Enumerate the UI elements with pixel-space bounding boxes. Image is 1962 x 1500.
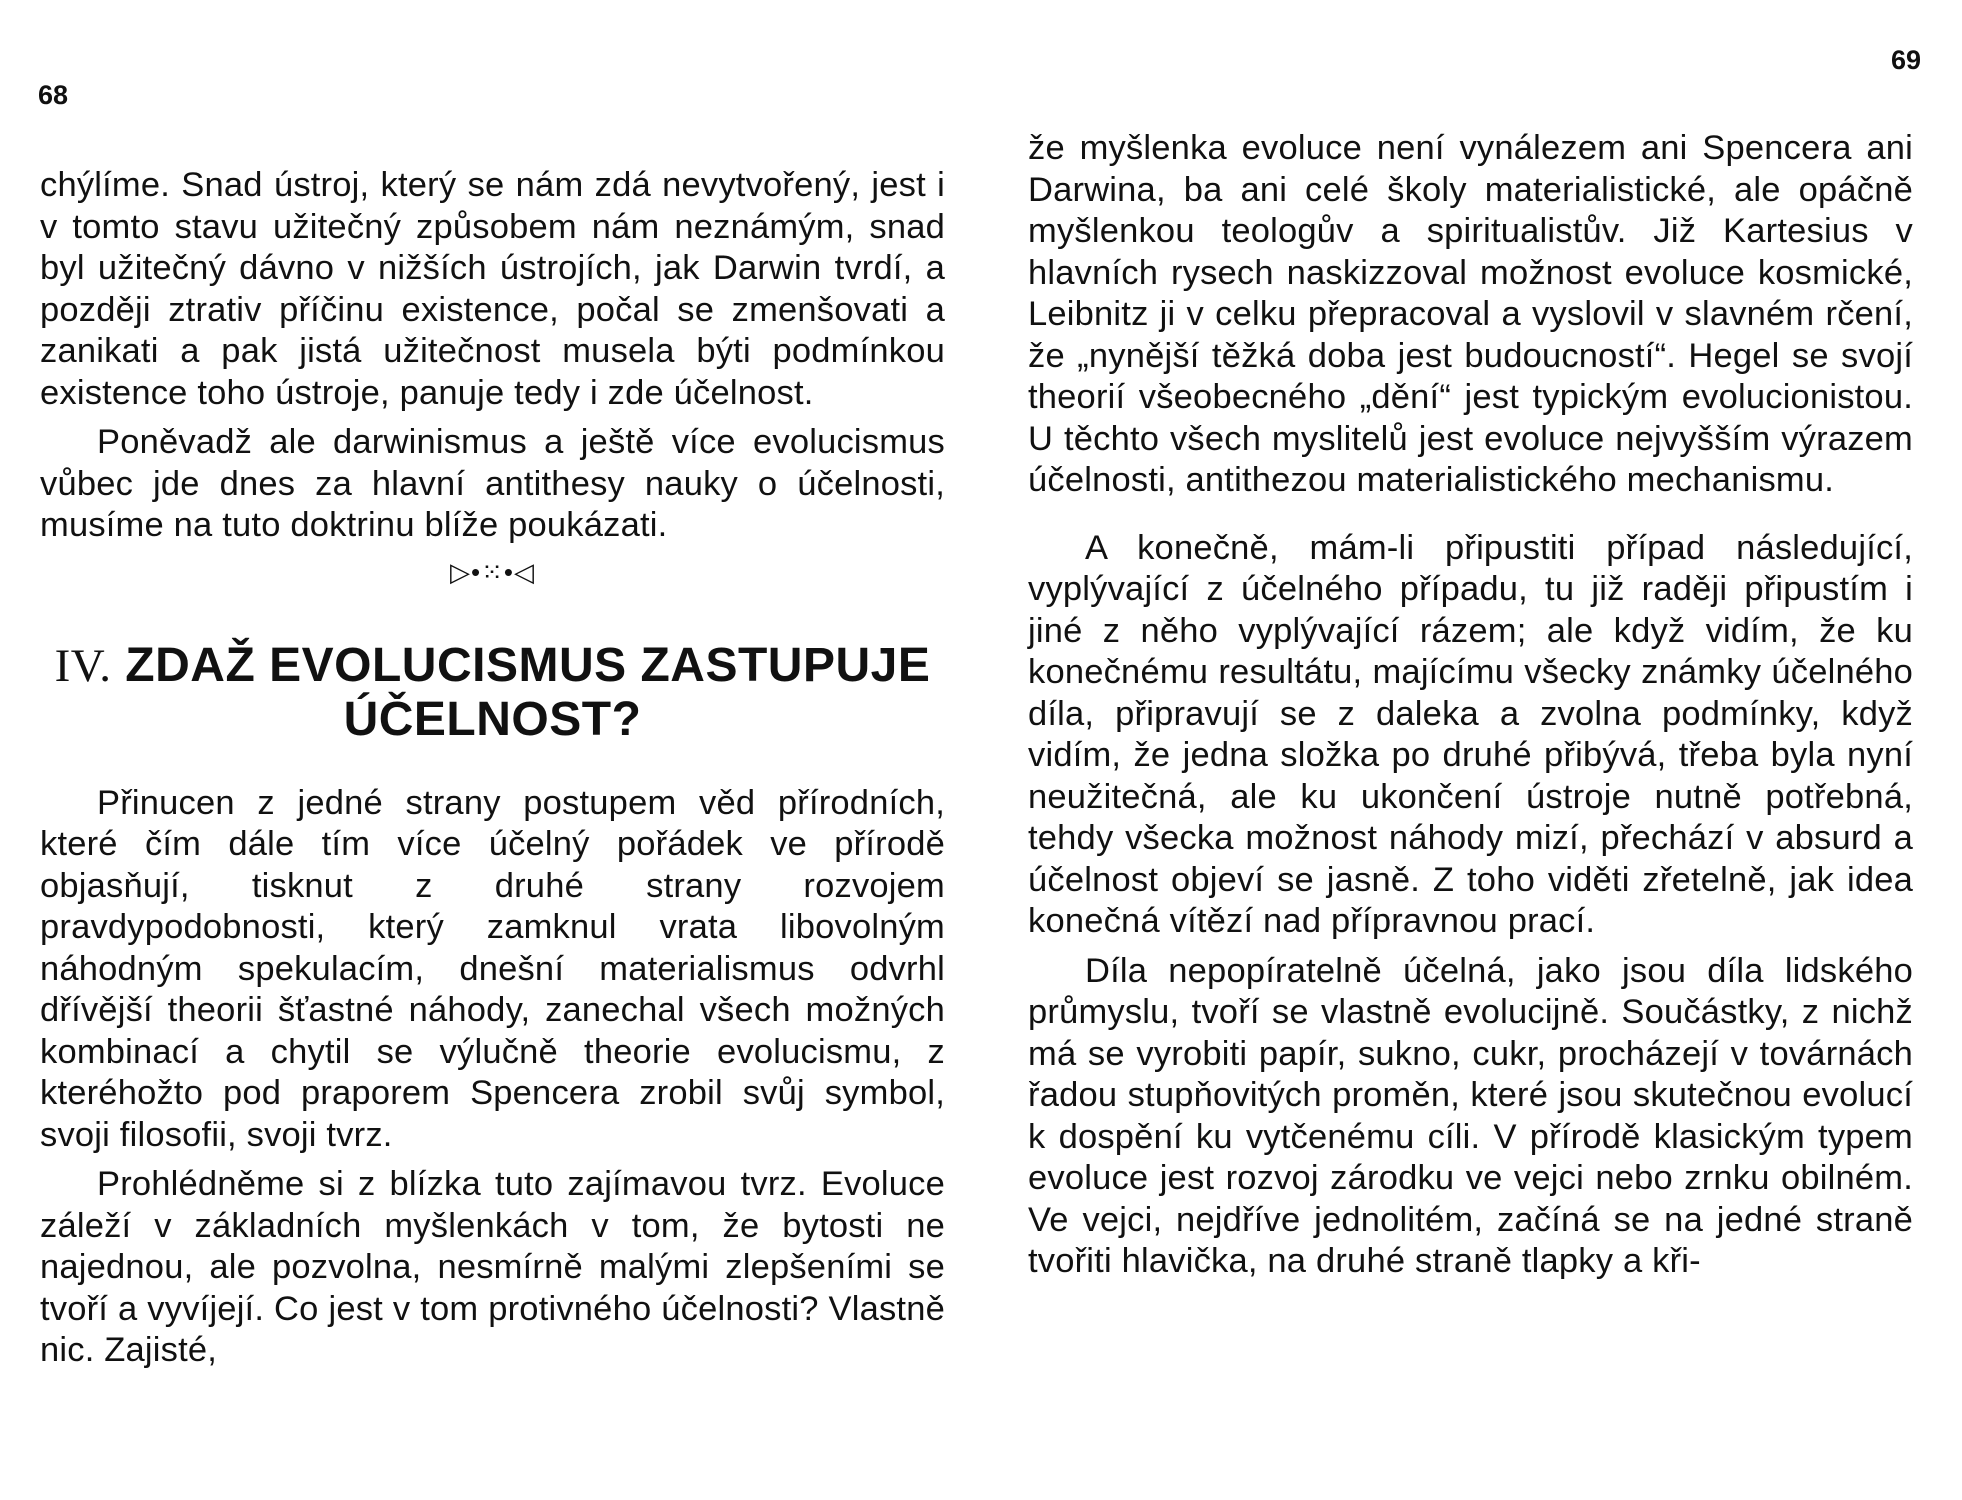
paragraph: že myšlenka evoluce není vynálezem ani Spencera ani Darwina, ba ani celé školy materialistické, ale opáčně myšlenkou teologův a spiritualistův. Již Kartesius v hlavních rysech naskizzoval možnost evoluce kosmické, Leibnitz ji v celku přepracoval a vyslovil v slavném rčení, že „nynější těžká doba jest budoucností“. Hegel se svojí theorií všeobecného „dění“ jest typickým evolucionistou. U těchto všech myslitelů jest evoluce nejvyšším výrazem účelnosti, antithezou materialistického mechanismu. (1028, 129, 1913, 499)
chapter-title: ZDAŽ EVOLUCISMUS ZASTUPUJE ÚČELNOST? (125, 638, 931, 746)
paragraph: Přinucen z jedné strany postupem věd přírodních, které čím dále tím více účelný pořádek ve přírodě objasňují, tisknut z druhé strany rozvojem pravdypodobnosti, který zamknul vrata libovolným náhodným spekulacím, dnešní materialismus odvrhl dřívější theorii šťastné náhody, zanechal všech možných kombinací a chytil se výlučně theorie evolucismu, z kteréhožto pod praporem Spencera zrobil svůj symbol, svoji filosofii, svoji tvrz. (40, 783, 945, 1154)
paragraph: Prohlédněme si z blízka tuto zajímavou tvrz. Evoluce záleží v základních myšlenkách v tom, že bytosti ne najednou, ale pozvolna, nesmírně malými zlepšeními se tvoří a vyvíjejí. Co jest v tom protivného účelnosti? Vlastně nic. Zajisté, (40, 1165, 945, 1369)
right-page (981, 0, 1962, 1500)
left-text-column (40, 165, 945, 1372)
page-number-right: 69 (1891, 45, 1922, 75)
page-number-left: 68 (38, 80, 69, 110)
paragraph: chýlíme. Snad ústroj, který se nám zdá nevytvořený, jest i v tomto stavu užitečný způsobem nám neznámým, snad byl užitečný dávno v nižších ústrojích, jak Darwin tvrdí, a později ztrativ příčinu existence, počal se zmenšovati a zanikati a pak jistá užitečnost musela býti podmínkou existence toho ústroje, panuje tedy i zde účelnost. (40, 166, 945, 412)
chapter-number: IV. (54, 639, 112, 692)
ornament-divider: ▷•⁙•◁ (450, 556, 535, 587)
paragraph: A konečně, mám-li připustiti případ následující, vyplývající z účelného případu, tu již raději připustím i jiné z něho vyplývající rázem; ale když vidím, že ku konečnému resultátu, majícímu všecky známky účelného díla, připravují se z daleka a zvolna podmínky, když vidím, že jedna složka po druhé přibývá, třeba byla nyní neužitečná, ale ku ukončení ústroje nutně potřebná, tehdy všecka možnost náhody mizí, přechází v absurd a účelnost objeví se jasně. Z toho viděti zřetelně, jak idea konečná vítězí nad přípravnou prací. (1028, 528, 1913, 940)
right-text-column (1028, 128, 1913, 1283)
chapter-heading (40, 639, 945, 747)
paragraph: Díla nepopíratelně účelná, jako jsou díla lidského průmyslu, tvoří se vlastně evolucijně. Součástky, z nichž má se vyrobiti papír, sukno, cukr, procházejí v továrnách řadou stupňovitých proměn, které jsou skutečnou evolucí k dospění ku vytčenému cíli. V přírodě klasickým typem evoluce jest rozvoj zárodku ve vejci nebo zrnku obilném. Ve vejci, nejdříve jednolitém, začíná se na jedné straně tvořiti hlavička, na druhé straně tlapky a kři- (1028, 951, 1913, 1280)
paragraph: Poněvadž ale darwinismus a ještě více evolucismus vůbec jde dnes za hlavní antithesy nauky o účelnosti, musíme na tuto doktrinu blíže poukázati. (40, 423, 945, 544)
